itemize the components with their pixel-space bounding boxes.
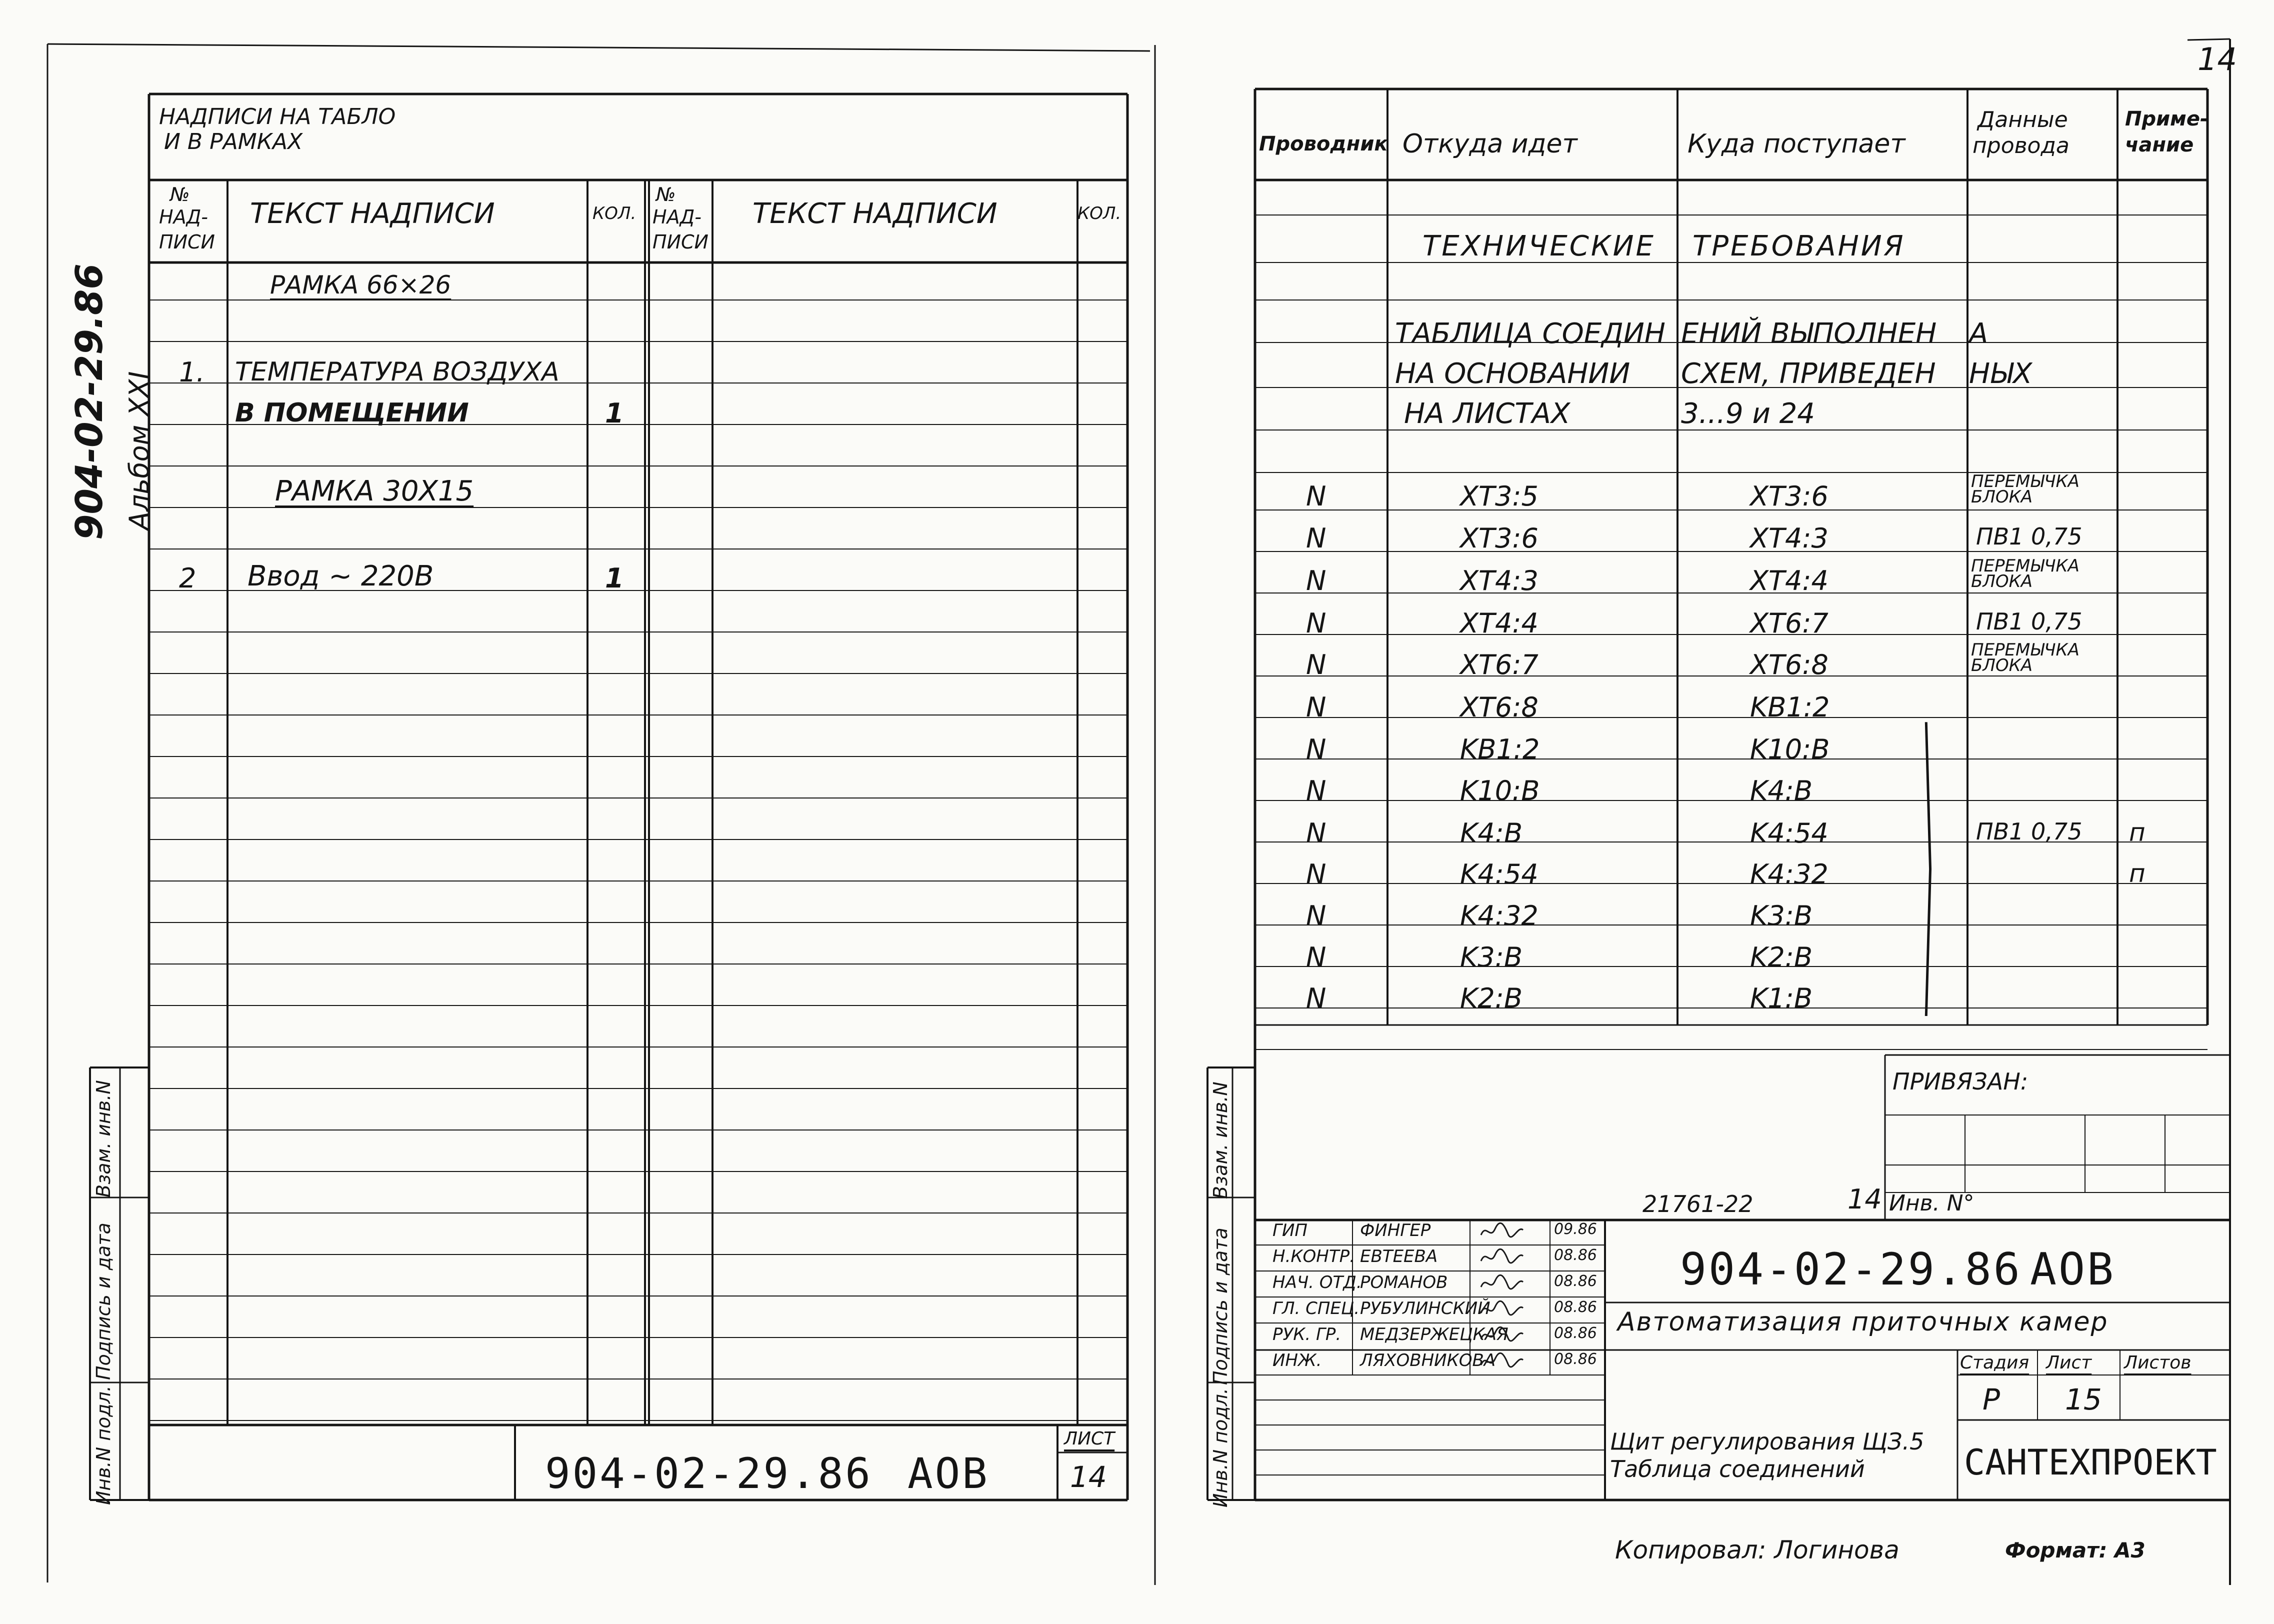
order-no: 21761-22 [1642,1190,1754,1218]
conn-row-5-to: KB1:2 [1750,692,1830,723]
conn-row-5-conductor: N [1306,692,1326,723]
conn-row-12-from: K2:B [1460,982,1523,1014]
page-number: 14 [2198,41,2237,78]
hdr-note-2: чание [2125,134,2194,156]
left-stamp-mark: АОВ [908,1449,990,1498]
conn-row-8-to: K4:54 [1750,818,1828,849]
conn-row-12-conductor: N [1306,982,1326,1014]
para-0-a: ТАБЛИЦА СОЕДИН [1395,318,1666,350]
conn-row-1-conductor: N [1306,522,1326,554]
para-0-b: ЕНИЙ ВЫПОЛНЕН [1681,318,1937,350]
right-side-label-sign: Подпись и дата [1210,1228,1232,1385]
conn-row-8-from: K4:B [1460,818,1523,849]
doc-mark: АОВ [2030,1244,2116,1295]
conn-row-0-data: ПЕРЕМЫЧКА БЛОКА [1971,472,2080,507]
staff-0-role: ГИП [1272,1220,1308,1240]
sheet-title-1: Щит регулирования ЩЗ.5 [1610,1428,1924,1455]
left-col-text: ТЕКСТ НАДПИСИ [250,198,495,230]
left-stamp-sheet-value: 14 [1070,1460,1107,1494]
conn-row-2-conductor: N [1306,565,1326,596]
staff-3-date: 08.86 [1554,1298,1597,1316]
left-col-num-1b: № [656,184,676,206]
conn-row-1-data: ПВ1 0,75 [1976,523,2082,550]
stage-value: Р [1982,1382,2000,1416]
conn-row-9-conductor: N [1306,858,1326,890]
stage-label: Стадия [1960,1352,2030,1373]
signature-4 [1479,1324,1525,1347]
left-header-title-1: НАДПИСИ НА ТАБЛО [159,104,396,130]
conn-row-8-data: ПВ1 0,75 [1976,818,2082,845]
staff-2-role: НАЧ. ОТД. [1272,1272,1362,1292]
conn-row-3-conductor: N [1306,608,1326,639]
hdr-to: Куда поступает [1688,129,1906,159]
staff-1-name: ЕВТЕЕВА [1360,1246,1438,1266]
staff-5-name: ЛЯХОВНИКОВА [1360,1350,1496,1370]
conn-row-4-data: ПЕРЕМЫЧКА БЛОКА [1971,640,2080,676]
left-col-text-b: ТЕКСТ НАДПИСИ [752,198,998,230]
order-sheet: 14 [1848,1184,1882,1215]
conn-row-3-to: XT6:7 [1750,608,1828,639]
staff-2-date: 08.86 [1554,1272,1597,1290]
left-row-4-qty: 1 [605,562,624,594]
staff-3-role: ГЛ. СПЕЦ. [1272,1298,1360,1318]
conn-row-10-to: K3:B [1750,900,1813,932]
left-col-qty: КОЛ. [592,204,636,224]
conn-row-8-note: п [2129,818,2146,847]
conn-row-3-data: ПВ1 0,75 [1976,608,2082,635]
format-label: Формат: А3 [2005,1538,2146,1562]
signature-0 [1479,1220,1525,1243]
conn-row-2-to: XT4:4 [1750,565,1828,596]
conn-row-9-note: п [2129,859,2146,888]
left-side-label-inv: Инв.N подл. [92,1386,114,1505]
left-side-label-replace: Взам. инв.N [92,1080,114,1198]
right-side-label-replace: Взам. инв.N [1210,1082,1232,1199]
conn-row-0-to: XT3:6 [1750,480,1828,512]
left-side-code: 904-02-29.86 [68,264,111,540]
conn-row-9-from: K4:54 [1460,858,1538,890]
conn-row-4-from: XT6:7 [1460,649,1538,680]
bracket-icon: ⟩ [1922,670,1934,1055]
conn-row-4-conductor: N [1306,649,1326,680]
staff-4-role: РУК. ГР. [1272,1324,1342,1344]
right-side-label-inv: Инв.N подл. [1210,1388,1232,1508]
conn-row-10-conductor: N [1306,900,1326,932]
left-header-title-2: И В РАМКАХ [164,129,303,154]
left-col-num-2b: НАД- [652,206,702,228]
tech-req-2: ТРЕБОВАНИЯ [1692,230,1906,262]
hdr-wire-data-2: провода [1972,133,2070,158]
conn-row-0-conductor: N [1306,480,1326,512]
hdr-conductor: Проводник [1259,132,1388,156]
signature-5 [1479,1350,1525,1373]
sheet-value: 15 [2065,1382,2102,1416]
left-col-num-3: ПИСИ [159,231,215,253]
left-row-1-num: 1. [179,356,205,388]
staff-1-role: Н.КОНТР. [1272,1246,1355,1266]
conn-row-12-to: K1:B [1750,982,1813,1014]
conn-row-5-from: XT6:8 [1460,692,1538,723]
conn-row-11-from: K3:B [1460,942,1523,973]
project-title: Автоматизация приточных камер [1618,1307,2108,1337]
sheets-label: Листов [2124,1352,2192,1373]
left-stamp-code: 904-02-29.86 [545,1449,872,1498]
left-side-label-sign: Подпись и дата [92,1222,114,1380]
left-row-4-text: Ввод ~ 220В [248,560,434,592]
conn-row-7-to: K4:B [1750,775,1813,806]
staff-3-name: РУБУЛИНСКИЙ [1360,1298,1490,1318]
staff-4-name: МЕДЗЕРЖЕЦКАЯ [1360,1324,1508,1344]
conn-row-7-from: K10:B [1460,775,1540,806]
conn-row-7-conductor: N [1306,775,1326,806]
para-1-a: НА ОСНОВАНИИ [1395,358,1630,390]
conn-row-11-conductor: N [1306,942,1326,973]
para-0-c: А [1969,318,1988,350]
conn-row-9-to: K4:32 [1750,858,1828,890]
conn-row-4-to: XT6:8 [1750,649,1828,680]
staff-5-date: 08.86 [1554,1350,1597,1368]
left-row-3-text: РАМКА 30Х15 [275,475,474,508]
left-row-4-num: 2 [179,562,196,594]
staff-0-date: 09.86 [1554,1220,1597,1238]
signature-3 [1479,1298,1525,1321]
left-row-1-text: ТЕМПЕРАТУРА ВОЗДУХА [235,357,560,387]
left-row-2-text: В ПОМЕЩЕНИИ [235,398,469,428]
conn-row-8-conductor: N [1306,818,1326,849]
sheet-title-2: Таблица соединений [1610,1456,1865,1482]
staff-0-name: ФИНГЕР [1360,1220,1431,1240]
left-row-2-qty: 1 [605,398,624,429]
staff-1-date: 08.86 [1554,1246,1597,1264]
copied-by: Копировал: Логинова [1615,1536,1900,1564]
left-col-qty-b: КОЛ. [1078,204,1122,224]
conn-row-3-from: XT4:4 [1460,608,1538,639]
para-2-a: НА ЛИСТАХ [1404,398,1570,430]
left-row-0-text: РАМКА 66×26 [270,270,452,300]
signature-2 [1479,1272,1525,1295]
conn-row-2-data: ПЕРЕМЫЧКА БЛОКА [1971,556,2080,592]
para-2-b: 3...9 и 24 [1681,398,1815,430]
hdr-wire-data-1: Данные [1978,107,2068,132]
conn-row-6-conductor: N [1306,734,1326,765]
tech-req-1: ТЕХНИЧЕСКИЕ [1422,230,1656,262]
conn-row-10-from: K4:32 [1460,900,1538,932]
hdr-note-1: Приме- [2125,108,2208,130]
conn-row-1-to: XT4:3 [1750,522,1828,554]
attached-label: ПРИВЯЗАН: [1892,1068,2028,1095]
left-side-album: Альбом XXI [124,371,155,530]
left-col-num-3b: ПИСИ [652,231,708,253]
left-col-num-1: № [170,184,190,206]
conn-row-11-to: K2:B [1750,942,1813,973]
left-col-num-2: НАД- [159,206,208,228]
conn-row-6-from: KB1:2 [1460,734,1540,765]
hdr-from: Откуда идет [1402,129,1578,159]
conn-row-2-from: XT4:3 [1460,565,1538,596]
left-stamp-sheet-label: ЛИСТ [1064,1428,1115,1449]
conn-row-0-from: XT3:5 [1460,480,1538,512]
para-1-b: СХЕМ, ПРИВЕДЕН [1681,358,1936,390]
staff-2-name: РОМАНОВ [1360,1272,1448,1292]
para-1-c: НЫХ [1969,358,2032,390]
conn-row-6-to: K10:B [1750,734,1830,765]
doc-code: 904-02-29.86 [1680,1244,2022,1295]
signature-1 [1479,1246,1525,1269]
staff-4-date: 08.86 [1554,1324,1597,1342]
staff-5-role: ИНЖ. [1272,1350,1322,1370]
conn-row-1-from: XT3:6 [1460,522,1538,554]
org-name: САНТЕХПРОЕКТ [1964,1442,2217,1483]
sheet-label: Лист [2046,1352,2092,1373]
inv-label: Инв. N° [1889,1190,1974,1216]
